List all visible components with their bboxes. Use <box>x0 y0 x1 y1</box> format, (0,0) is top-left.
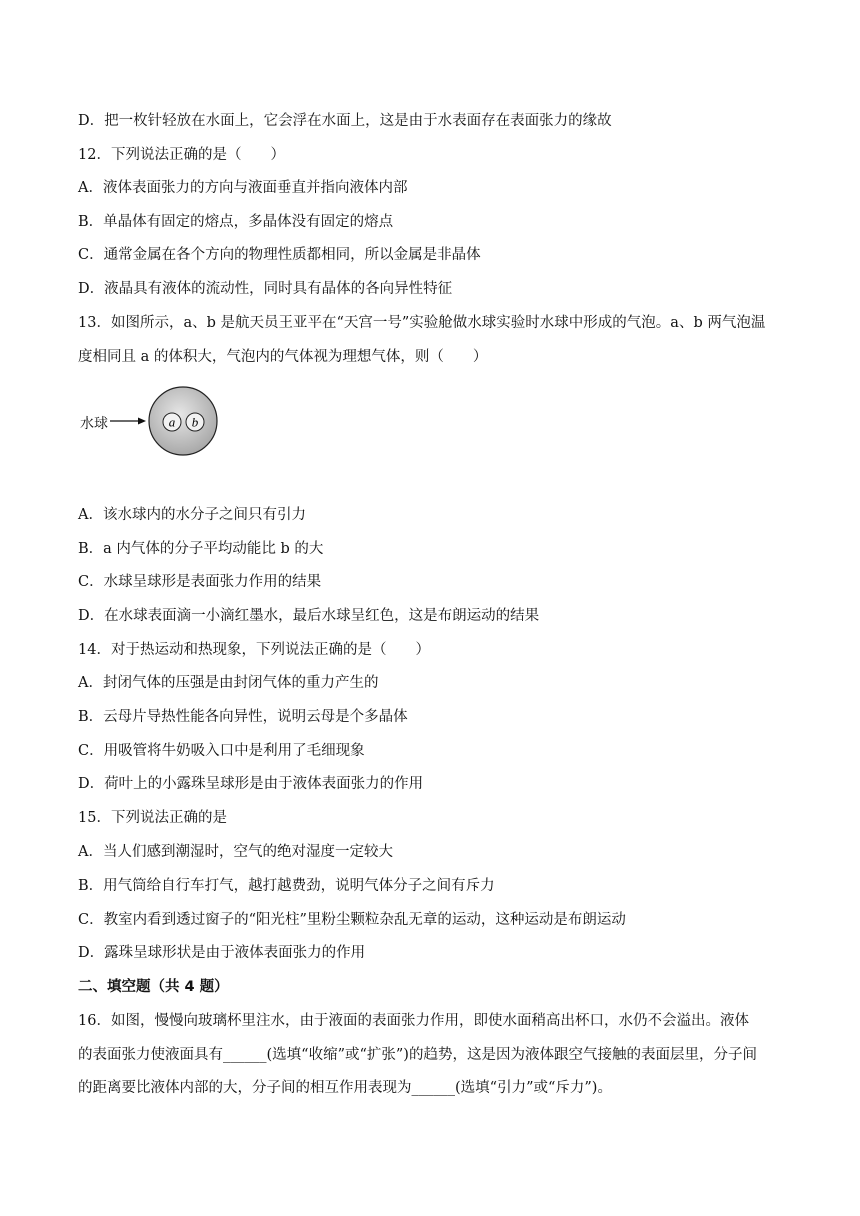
q14-option-a: A．封闭气体的压强是由封闭气体的重力产生的 <box>78 675 379 691</box>
water-ball-figure <box>76 382 226 462</box>
q12-option-d: D．液晶具有液体的流动性，同时具有晶体的各向异性特征 <box>78 281 453 297</box>
q11-option-d: D．把一枚针轻放在水面上，它会浮在水面上，这是由于水表面存在表面张力的缘故 <box>78 113 612 129</box>
water-ball <box>149 387 217 455</box>
q12-option-c: C．通常金属在各个方向的物理性质都相同，所以金属是非晶体 <box>78 247 481 263</box>
q13-option-b: B．a 内气体的分子平均动能比 b 的大 <box>78 541 324 557</box>
section-heading-fill-in: 二、填空题（共 4 题） <box>78 979 229 995</box>
q13-stem-line2: 度相同且 a 的体积大，气泡内的气体视为理想气体，则（ ） <box>78 349 488 365</box>
q13-stem-line1: 13．如图所示，a、b 是航天员王亚平在“天宫一号”实验舱做水球实验时水球中形成的气泡。a、b 两气泡温 <box>78 315 766 331</box>
bubble-b-label: b <box>191 414 199 430</box>
q15-option-b: B．用气筒给自行车打气，越打越费劲，说明气体分子之间有斥力 <box>78 878 495 894</box>
q15-option-c: C．教室内看到透过窗子的“阳光柱”里粉尘颗粒杂乱无章的运动，这种运动是布朗运动 <box>78 912 626 928</box>
q12-option-b: B．单晶体有固定的熔点，多晶体没有固定的熔点 <box>78 214 394 230</box>
q13-option-d: D．在水球表面滴一小滴红墨水，最后水球呈红色，这是布朗运动的结果 <box>78 608 540 624</box>
q13-option-a: A．该水球内的水分子之间只有引力 <box>78 507 306 523</box>
q14-option-c: C．用吸管将牛奶吸入口中是利用了毛细现象 <box>78 743 365 759</box>
q14-option-d: D．荷叶上的小露珠呈球形是由于液体表面张力的作用 <box>78 776 424 792</box>
q12-stem: 12．下列说法正确的是（ ） <box>78 147 285 163</box>
q16-stem-line2: 的表面张力使液面具有______(选填“收缩”或“扩张”)的趋势，这是因为液体跟空气接触的表面层里，分子间 <box>78 1047 757 1063</box>
q13-option-c: C．水球呈球形是表面张力作用的结果 <box>78 574 322 590</box>
arrow-head <box>138 418 146 425</box>
q15-option-a: A．当人们感到潮湿时，空气的绝对湿度一定较大 <box>78 844 393 860</box>
bubble-a-label: a <box>168 414 176 430</box>
q12-option-a: A．液体表面张力的方向与液面垂直并指向液体内部 <box>78 180 408 196</box>
q14-option-b: B．云母片导热性能各向异性，说明云母是个多晶体 <box>78 709 408 725</box>
q15-option-d: D．露珠呈球形状是由于液体表面张力的作用 <box>78 945 366 961</box>
q15-stem: 15．下列说法正确的是 <box>78 810 227 826</box>
q16-stem-line1: 16．如图，慢慢向玻璃杯里注水，由于液面的表面张力作用，即使水面稍高出杯口，水仍不会溢出。液体 <box>78 1013 749 1029</box>
water-ball-label: 水球 <box>80 416 108 432</box>
q16-stem-line3: 的距离要比液体内部的大，分子间的相互作用表现为______(选填“引力”或“斥力”)。 <box>78 1080 612 1096</box>
q14-stem: 14．对于热运动和热现象，下列说法正确的是（ ） <box>78 642 430 658</box>
